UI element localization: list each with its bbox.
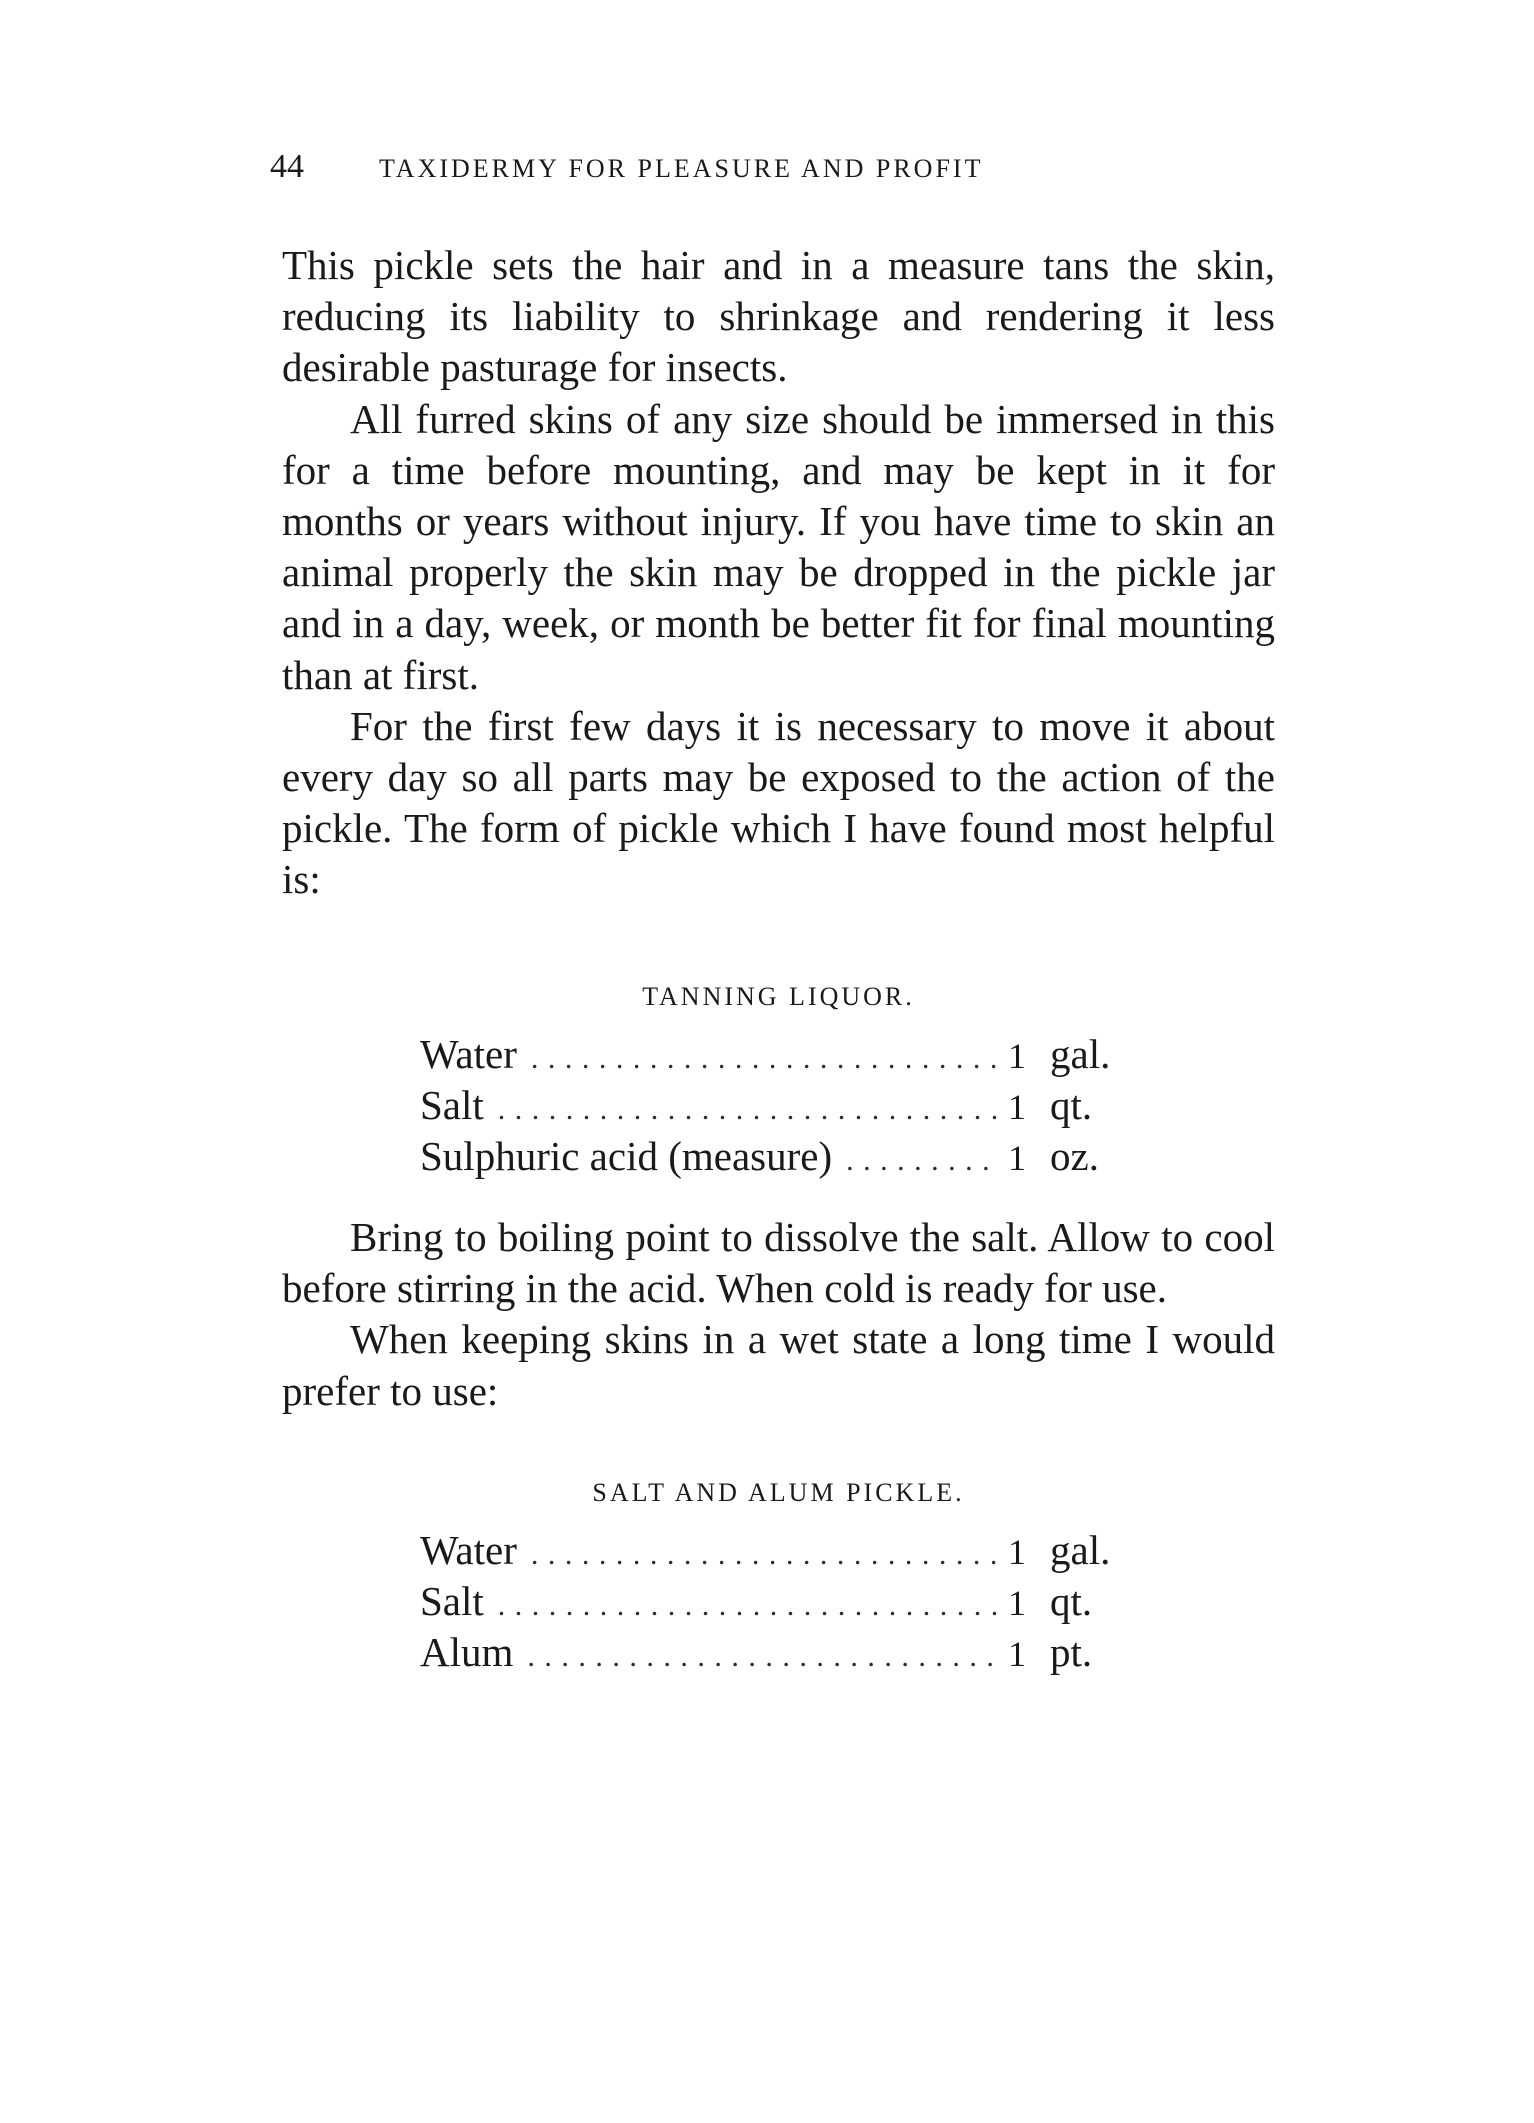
unit: gal.: [1050, 1031, 1111, 1077]
quantity: 1: [1008, 1087, 1026, 1128]
unit: oz.: [1050, 1133, 1099, 1180]
recipe-row: [420, 1029, 1140, 1080]
quantity: 1: [1008, 1634, 1026, 1675]
paragraph: This pickle sets the hair and in a measure tans the skin, reducing its liability to shrinkage and rendering it less desirable pasturage for insects.: [282, 242, 1275, 391]
body-text-upper: [282, 240, 1275, 906]
quantity: 1: [1008, 1583, 1026, 1624]
body-text-lower: [282, 1212, 1275, 1417]
ingredient: Salt: [420, 1082, 484, 1129]
paragraph: All furred skins of any size should be immersed in this for a time before mounting, and may be kept in it for months or years without injury. If you have time to skin an animal properly the skin may be dropped in the pickle jar and in a day, week, or month be better fit for final mounting than at first.: [282, 395, 1275, 698]
leader-dots: [498, 1580, 998, 1631]
quantity: 1: [1008, 1532, 1026, 1572]
recipe-title-salt-alum-pickle: SALT AND ALUM PICKLE.: [592, 1478, 965, 1507]
quantity: 1: [1008, 1138, 1026, 1179]
unit: qt.: [1050, 1082, 1093, 1129]
recipe-table-tanning-liquor: [420, 1029, 1140, 1183]
running-title: TAXIDERMY FOR PLEASURE AND PROFIT: [379, 154, 984, 183]
recipe-table-salt-alum-pickle: [420, 1525, 1140, 1679]
recipe-row: [420, 1525, 1140, 1576]
ingredient: Salt: [420, 1578, 484, 1625]
recipe-row: [420, 1080, 1140, 1131]
recipe-title-tanning-liquor: TANNING LIQUOR.: [642, 982, 915, 1011]
ingredient: Water: [420, 1031, 517, 1077]
leader-dots: [498, 1084, 998, 1135]
ingredient: Alum: [420, 1629, 514, 1676]
recipe-row: [420, 1131, 1140, 1182]
paragraph: Bring to boiling point to dissolve the salt. Allow to cool before stirring in the acid. When cold is ready for use.: [282, 1214, 1275, 1312]
recipe-row: [420, 1576, 1140, 1627]
unit: gal.: [1050, 1527, 1111, 1573]
leader-dots: [527, 1631, 998, 1682]
page-number: 44: [270, 148, 304, 185]
leader-dots: [846, 1135, 998, 1186]
unit: qt.: [1050, 1578, 1093, 1625]
ingredient: Water: [420, 1527, 517, 1573]
leader-dots: [531, 1529, 998, 1580]
paragraph: When keeping skins in a wet state a long time I would prefer to use:: [282, 1316, 1275, 1414]
ingredient: Sulphuric acid (measure): [420, 1133, 833, 1180]
running-head: [270, 148, 1280, 186]
recipe-row: [420, 1627, 1140, 1678]
quantity: 1: [1008, 1036, 1026, 1076]
leader-dots: [531, 1033, 998, 1084]
unit: pt.: [1050, 1629, 1093, 1676]
paragraph: For the first few days it is necessary to move it about every day so all parts may be exposed to the action of the pickle. The form of pickle which I have found most helpful is:: [282, 702, 1275, 903]
